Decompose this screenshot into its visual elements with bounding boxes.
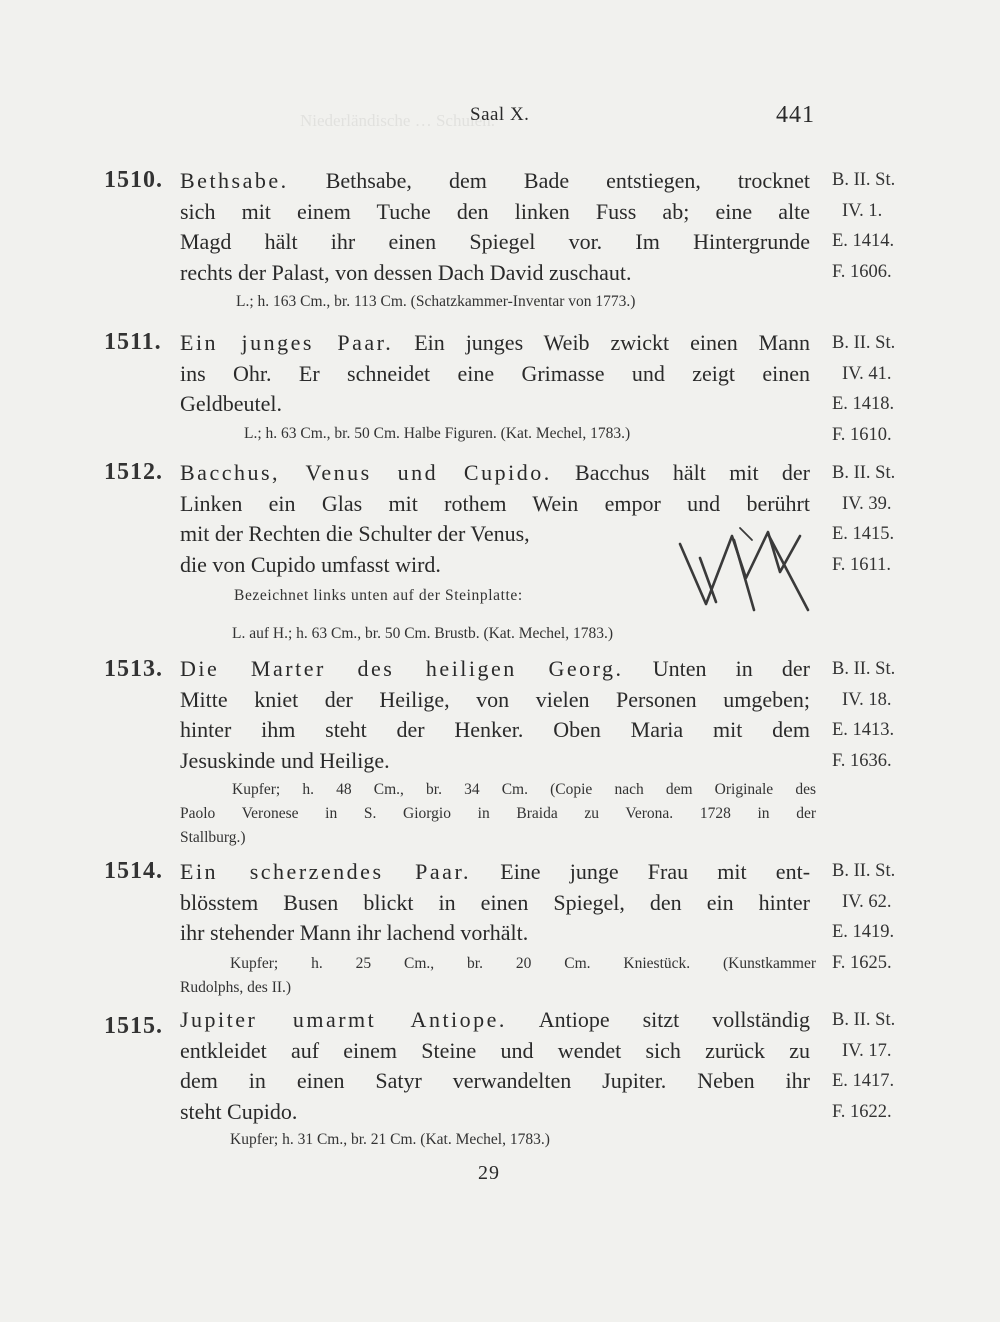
entry-title: Jupiter umarmt Antiope. [180,1007,507,1032]
artist-monogram [676,518,816,618]
entry-description: Jupiter umarmt Antiope. Antiope sitzt vollständig entkleidet auf einem Steine und wendet sich zurück zu dem in einen Satyr verwandelten Jupiter. Neben ihr steht Cupido. [180,1007,810,1124]
entry-note: Kupfer; h. 31 Cm., br. 21 Cm. (Kat. Mechel, 1783.) [230,1131,550,1148]
entry-description: Ein scherzendes Paar. Eine junge Frau mit ent- blösstem Busen blickt in einen Spiegel, den ein hinter ihr stehender Mann ihr lachend vorhält. [180,859,811,945]
entry-note: Bezeichnet links unten auf der Steinplatte: [234,587,523,604]
entry-references: B. II. St. IV. 1. E. 1414. F. 1606. [832,170,896,282]
entry-number: 1513. [104,656,163,682]
entry-description: Bacchus, Venus und Cupido. Bacchus hält mit der Linken ein Glas mit rothem Wein empor und berührt mit der Rechten die Schulter der Venus, die von Cupido umfasst wird. [180,460,810,577]
signature-mark: 29 [478,1162,500,1184]
entry-number: 1512. [104,459,163,485]
entry-number: 1515. [104,1013,163,1039]
entry-note: L.; h. 63 Cm., br. 50 Cm. Halbe Figuren. (Kat. Mechel, 1783.) [244,425,631,442]
entry-number: 1511. [104,329,162,355]
entry-description: Ein junges Paar. Ein junges Weib zwickt einen Mann ins Ohr. Er schneidet eine Grimasse und zeigt einen Geldbeutel. [180,330,810,416]
entry-title: Bethsabe. [180,168,289,193]
entry-note: L.; h. 163 Cm., br. 113 Cm. (Schatzkammer-Inventar von 1773.) [236,293,636,310]
entry-title: Ein scherzendes Paar. [180,859,472,884]
bleed-through-text: Niederländische … Schulen. [300,111,495,130]
entry-number: 1514. [104,858,163,884]
entry-references: B. II. St. IV. 39. E. 1415. F. 1611. [832,463,896,575]
entry-references: B. II. St. IV. 18. E. 1413. F. 1636. [832,659,896,771]
entry-description: Die Marter des heiligen Georg. Unten in der Mitte kniet der Heilige, von vielen Personen umgeben; hinter ihm steht der Henker. Oben Maria mit dem Jesuskinde und Heilige. [180,656,811,773]
entry-references: B. II. St. IV. 41. E. 1418. F. 1610. [832,333,896,445]
running-head-title: Saal X. [470,104,530,125]
entry-note: Kupfer; h. 25 Cm., br. 20 Cm. Kniestück. (Kunstkammer Rudolphs, des II.) [180,955,816,996]
entry-note: L. auf H.; h. 63 Cm., br. 50 Cm. Brustb. (Kat. Mechel, 1783.) [232,625,613,642]
entry-title: Bacchus, Venus und Cupido. [180,460,552,485]
entry-references: B. II. St. IV. 17. E. 1417. F. 1622. [832,1010,896,1122]
entry-title: Ein junges Paar. [180,330,394,355]
entry-note: Kupfer; h. 48 Cm., br. 34 Cm. (Copie nach dem Originale des Paolo Veronese in S. Giorgio in Braida zu Verona. 1728 in der Stallburg.) [180,781,816,846]
entry-description: Bethsabe. Bethsabe, dem Bade entstiegen, trocknet sich mit einem Tuche den linken Fuss ab; eine alte Magd hält ihr einen Spiegel vor. Im Hintergrunde rechts der Palast, von dessen Dach David zuschaut. [180,168,811,285]
entry-references: B. II. St. IV. 62. E. 1419. F. 1625. [832,861,896,973]
entry-number: 1510. [104,167,163,193]
page-number: 441 [776,102,815,128]
entry-title: Die Marter des heiligen Georg. [180,656,624,681]
